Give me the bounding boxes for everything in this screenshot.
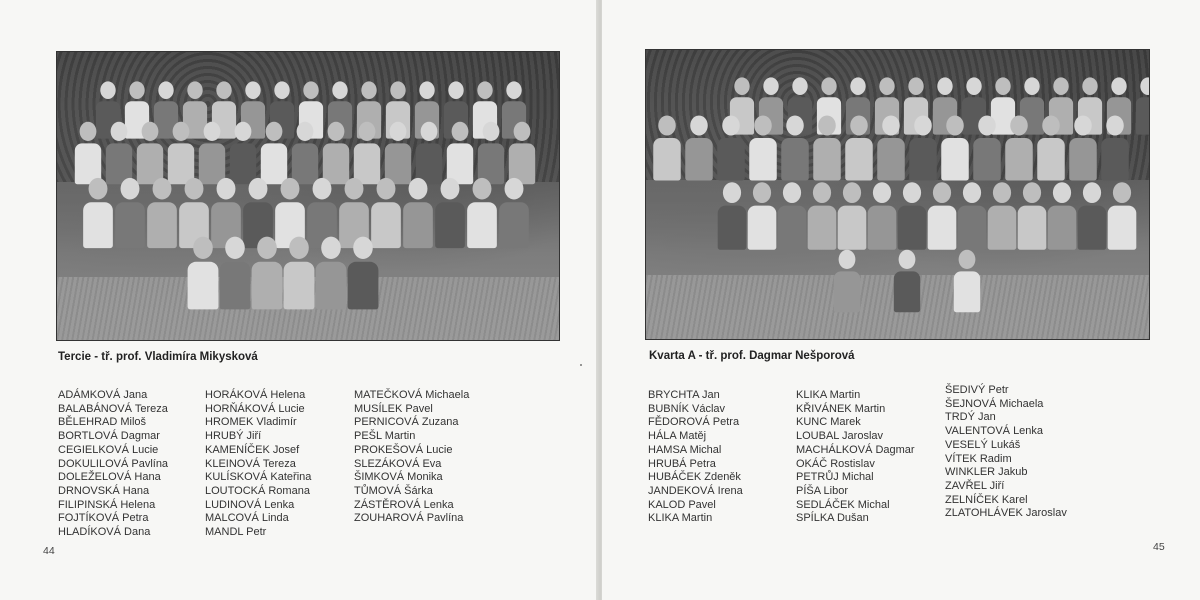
student-name: TŮMOVÁ Šárka	[354, 484, 433, 497]
photo-figure	[958, 182, 987, 250]
student-name: ZÁSTĚROVÁ Lenka	[354, 498, 454, 511]
student-name: ZLATOHLÁVEK Jaroslav	[945, 507, 1067, 520]
student-name: PETRŮJ Michal	[796, 471, 874, 484]
student-name: MALCOVÁ Linda	[205, 512, 289, 525]
photo-figure	[467, 178, 497, 248]
student-name: DOKULILOVÁ Pavlína	[58, 457, 169, 470]
photo-figure	[252, 237, 283, 310]
student-name: ZOUHAROVÁ Pavlína	[354, 512, 464, 525]
student-name: HROMEK Vladimír	[205, 416, 297, 429]
student-name: WINKLER Jakub	[945, 466, 1028, 479]
photo-figure	[478, 122, 504, 184]
student-name: HAMSA Michal	[648, 443, 722, 456]
student-name: DOLEŽELOVÁ Hana	[58, 471, 161, 484]
student-name: BĚLEHRAD Miloš	[58, 416, 147, 429]
photo-figure	[928, 182, 957, 250]
photo-figure	[941, 116, 969, 181]
photo-figure	[323, 122, 349, 184]
student-name: BUBNÍK Václav	[648, 402, 726, 415]
student-name: LOUTOCKÁ Romana	[205, 484, 310, 497]
photo-figure	[509, 122, 535, 184]
student-name: DRNOVSKÁ Hana	[58, 484, 150, 497]
photo-figure	[1048, 182, 1077, 250]
student-name: CEGIELKOVÁ Lucie	[58, 443, 159, 456]
photo-figure	[1037, 116, 1065, 181]
student-name: KLIKA Martin	[648, 512, 713, 525]
photo-figure	[808, 182, 837, 250]
student-name: HORÁKOVÁ Helena	[205, 389, 306, 401]
photo-figure	[199, 122, 225, 184]
student-name: SPÍLKA Dušan	[796, 512, 869, 525]
page-number-right: 45	[1153, 541, 1165, 553]
photo-figure	[499, 178, 529, 248]
student-name: PERNICOVÁ Zuzana	[354, 416, 459, 429]
student-name: KLIKA Martin	[796, 389, 861, 401]
photo-figure	[284, 237, 315, 310]
photo-figure	[115, 178, 145, 248]
student-name: ŠEDIVÝ Petr	[945, 384, 1009, 396]
student-name: JANDEKOVÁ Irena	[648, 484, 743, 497]
photo-figure	[868, 182, 897, 250]
student-name: ŠIMKOVÁ Monika	[354, 471, 443, 484]
student-name: HRUBÁ Petra	[648, 457, 716, 470]
student-name: FOJTÍKOVÁ Petra	[58, 512, 149, 525]
photo-caption-left: Tercie - tř. prof. Vladimíra Mikysková	[58, 351, 258, 363]
photo-figure	[894, 250, 920, 312]
photo-figure	[1018, 182, 1047, 250]
photo-figure	[316, 237, 347, 310]
photo-figure	[106, 122, 132, 184]
student-name: VÍTEK Radim	[945, 452, 1012, 465]
photo-figure	[292, 122, 318, 184]
photo-figure	[781, 116, 809, 181]
photo-figure	[813, 116, 841, 181]
photo-figure	[261, 122, 287, 184]
photo-figure	[838, 182, 867, 250]
photo-figure	[685, 116, 713, 181]
student-name: FĚDOROVÁ Petra	[648, 416, 740, 429]
student-name: KLEINOVÁ Tereza	[205, 457, 296, 470]
student-name: BORTLOVÁ Dagmar	[58, 430, 160, 443]
photo-figure	[909, 116, 937, 181]
student-name: OKÁČ Rostislav	[796, 457, 875, 470]
photo-figure	[354, 122, 380, 184]
student-name: HRUBÝ Jiří	[205, 430, 262, 443]
student-name: BRYCHTA Jan	[648, 389, 720, 401]
student-name: PROKEŠOVÁ Lucie	[354, 443, 453, 456]
photo-figure	[718, 182, 747, 250]
name-column-left-2	[205, 389, 311, 540]
student-name: HÁLA Matěj	[648, 430, 707, 443]
photo-figure	[778, 182, 807, 250]
photo-figure	[75, 122, 101, 184]
student-name: SLEZÁKOVÁ Eva	[354, 457, 442, 470]
student-name: LOUBAL Jaroslav	[796, 430, 884, 443]
photo-figure	[188, 237, 219, 310]
student-name: HORŇÁKOVÁ Lucie	[205, 402, 305, 415]
student-name: FILIPINSKÁ Helena	[58, 498, 156, 511]
photo-figure	[1108, 182, 1137, 250]
student-name: VALENTOVÁ Lenka	[945, 425, 1044, 438]
photo-figure	[447, 122, 473, 184]
student-name: KALOD Pavel	[648, 498, 716, 511]
photo-figure	[1078, 182, 1107, 250]
student-name: KUNC Marek	[796, 416, 861, 429]
student-name: MACHÁLKOVÁ Dagmar	[796, 443, 915, 456]
photo-figure	[137, 122, 163, 184]
photo-figure	[1136, 77, 1150, 134]
photo-figure	[954, 250, 980, 312]
photo-figure	[385, 122, 411, 184]
photo-figure	[1005, 116, 1033, 181]
photo-figure	[1069, 116, 1097, 181]
photo-figure	[834, 250, 860, 312]
photo-figure	[845, 116, 873, 181]
photo-figure	[147, 178, 177, 248]
name-column-right-1	[648, 389, 743, 526]
photo-figure	[717, 116, 745, 181]
student-name: SEDLÁČEK Michal	[796, 498, 890, 511]
student-name: LUDINOVÁ Lenka	[205, 498, 295, 511]
student-name: ZAVŘEL Jiří	[945, 479, 1005, 492]
student-name: HLADÍKOVÁ Dana	[58, 526, 151, 539]
left-page	[0, 0, 598, 600]
photo-figure	[435, 178, 465, 248]
student-name: KŘIVÁNEK Martin	[796, 402, 886, 415]
print-speck	[580, 364, 582, 366]
photo-figure	[1101, 116, 1129, 181]
page-number-left: 44	[43, 545, 55, 557]
class-photo-tercie	[56, 51, 560, 341]
photo-figure	[168, 122, 194, 184]
photo-figure	[749, 116, 777, 181]
student-name: ADÁMKOVÁ Jana	[58, 389, 148, 401]
photo-figure	[748, 182, 777, 250]
photo-figure	[83, 178, 113, 248]
student-name: KULÍSKOVÁ Kateřina	[205, 471, 312, 484]
student-name: PÍŠA Libor	[796, 484, 848, 497]
student-name: MANDL Petr	[205, 526, 267, 539]
photo-figure	[416, 122, 442, 184]
name-column-left-3	[354, 389, 469, 526]
student-name: VESELÝ Lukáš	[945, 438, 1021, 451]
name-column-right-3	[945, 384, 1067, 521]
photo-figure	[877, 116, 905, 181]
photo-figure	[988, 182, 1017, 250]
name-column-right-2	[796, 389, 915, 526]
student-name: ZELNÍČEK Karel	[945, 493, 1028, 506]
photo-figure	[973, 116, 1001, 181]
student-name: PEŠL Martin	[354, 430, 416, 443]
photo-caption-right: Kvarta A - tř. prof. Dagmar Nešporová	[649, 350, 855, 362]
photo-figure	[220, 237, 251, 310]
right-page	[602, 0, 1200, 600]
photo-figure	[348, 237, 379, 310]
student-name: HUBÁČEK Zdeněk	[648, 471, 741, 484]
student-name: MUSÍLEK Pavel	[354, 402, 433, 415]
class-photo-kvarta-a	[645, 49, 1150, 340]
photo-figure	[898, 182, 927, 250]
photo-figure	[653, 116, 681, 181]
photo-figure	[403, 178, 433, 248]
photo-figure	[230, 122, 256, 184]
name-column-left-1	[58, 389, 168, 540]
student-name: KAMENÍČEK Josef	[205, 443, 300, 456]
student-name: BALABÁNOVÁ Tereza	[58, 402, 168, 415]
student-name: ŠEJNOVÁ Michaela	[945, 397, 1044, 410]
student-name: TRDÝ Jan	[945, 411, 996, 424]
student-name: MATEČKOVÁ Michaela	[354, 389, 470, 401]
